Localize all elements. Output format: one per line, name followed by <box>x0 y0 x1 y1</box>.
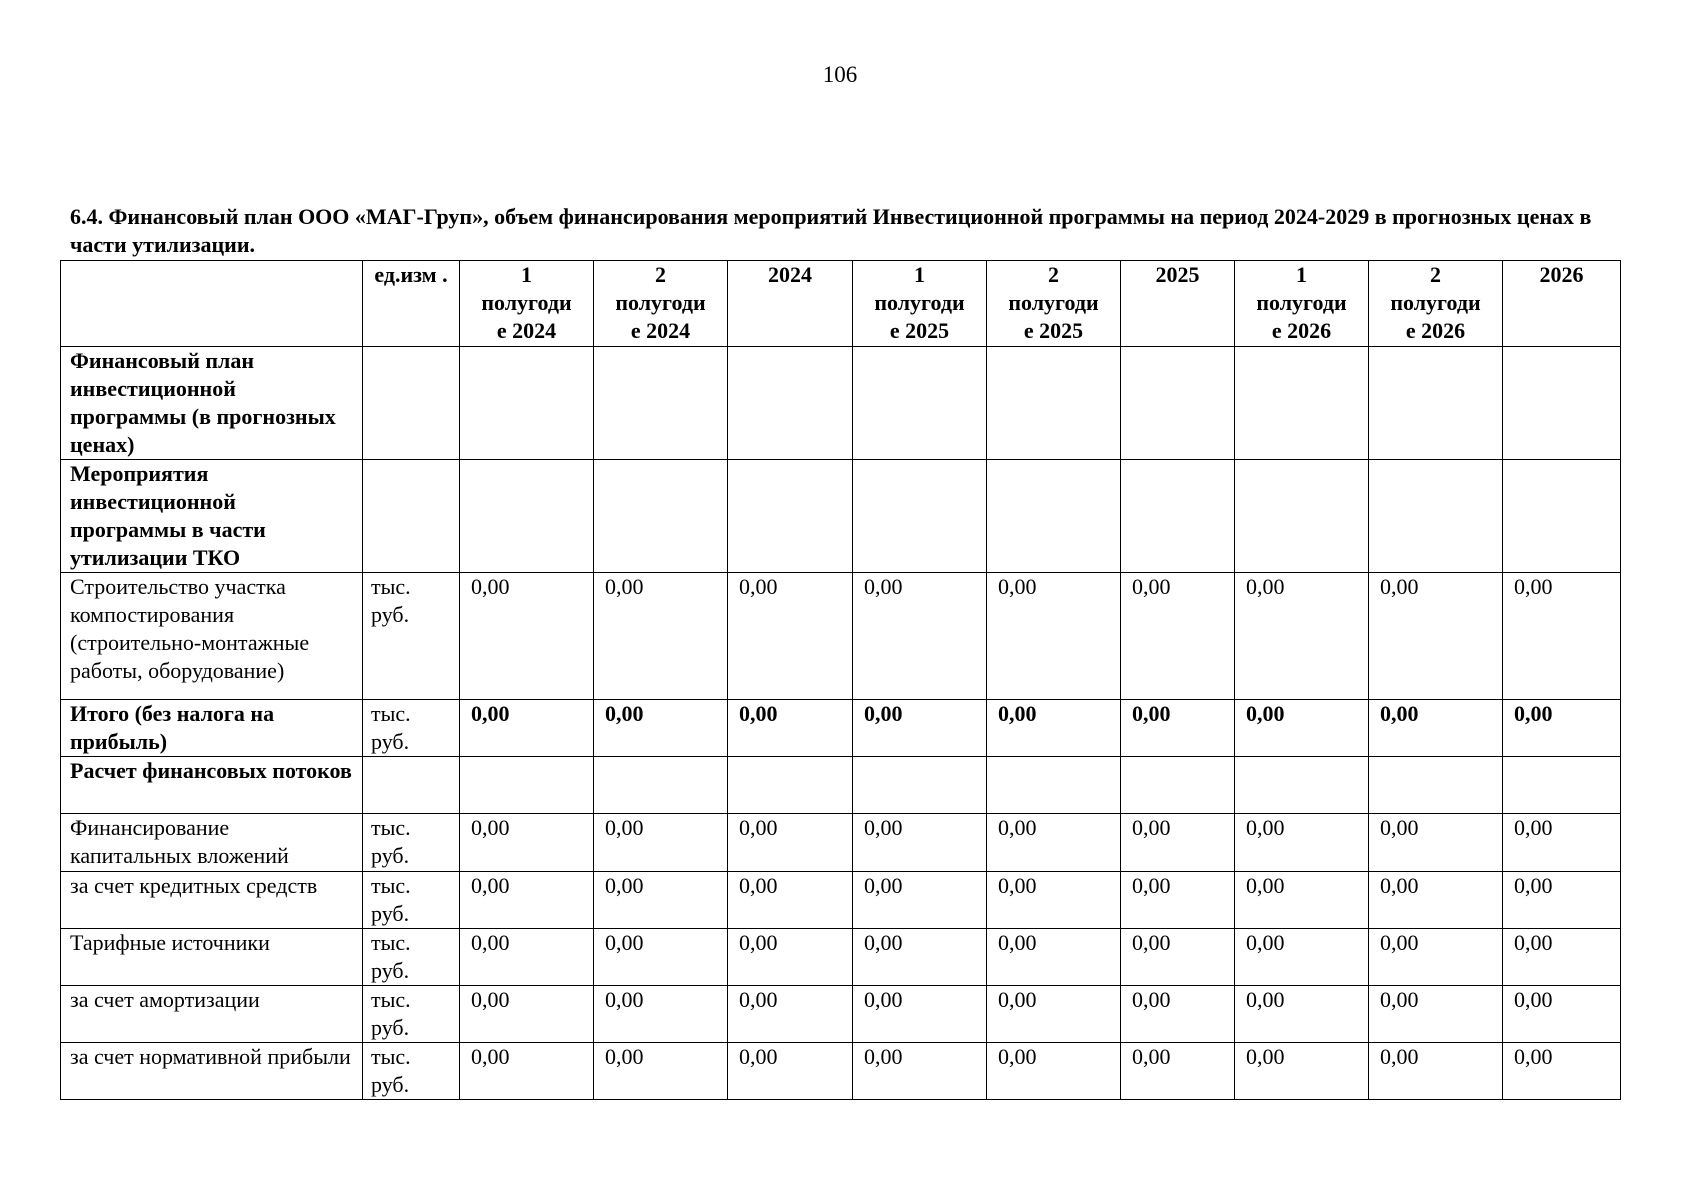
value-cell: 0,00 <box>1121 1043 1235 1100</box>
value-cell: 0,00 <box>1503 814 1621 872</box>
page-number: 106 <box>822 62 858 87</box>
value-cell <box>853 757 987 814</box>
row-label: Строительство участка компостирования (строительно-монтажные работы, оборудование) <box>61 573 363 700</box>
value-cell <box>594 460 728 573</box>
value-cell: 0,00 <box>853 872 987 929</box>
value-cell: 0,00 <box>853 814 987 872</box>
row-label: Финансирование капитальных вложений <box>61 814 363 872</box>
row-label: Итого (без налога на прибыль) <box>61 700 363 757</box>
header-period-line: полугоди <box>615 290 706 315</box>
value-cell: 0,00 <box>1235 929 1369 986</box>
value-cell: 0,00 <box>728 872 853 929</box>
value-cell: 0,00 <box>728 986 853 1043</box>
header-period-line: полугоди <box>1008 290 1099 315</box>
header-period-line: е 2026 <box>1271 318 1332 343</box>
value-cell <box>1503 347 1621 460</box>
header-period-line: 2 <box>1048 262 1059 287</box>
value-cell <box>987 347 1121 460</box>
value-cell: 0,00 <box>460 814 594 872</box>
value-cell: 0,00 <box>1121 986 1235 1043</box>
header-period-line: 1 <box>521 262 532 287</box>
value-cell <box>853 347 987 460</box>
value-cell: 0,00 <box>460 929 594 986</box>
value-cell: 0,00 <box>1235 814 1369 872</box>
value-cell <box>1369 757 1503 814</box>
value-cell: 0,00 <box>987 986 1121 1043</box>
value-cell: 0,00 <box>1235 573 1369 700</box>
row-label: за счет амортизации <box>61 986 363 1043</box>
value-cell: 0,00 <box>460 1043 594 1100</box>
value-cell <box>1503 757 1621 814</box>
header-period-line: полугоди <box>1390 290 1481 315</box>
table-row <box>61 814 1621 872</box>
value-cell: 0,00 <box>1121 814 1235 872</box>
value-cell: 0,00 <box>728 573 853 700</box>
row-label: Расчет финансовых потоков <box>61 757 363 814</box>
value-cell <box>594 757 728 814</box>
value-cell: 0,00 <box>728 700 853 757</box>
value-cell: 0,00 <box>853 929 987 986</box>
value-cell: 0,00 <box>1369 929 1503 986</box>
table-row <box>61 573 1621 700</box>
header-period-cell <box>460 261 594 347</box>
value-cell: 0,00 <box>1503 872 1621 929</box>
value-cell: 0,00 <box>594 573 728 700</box>
value-cell <box>728 460 853 573</box>
value-cell: 0,00 <box>1121 929 1235 986</box>
value-cell: 0,00 <box>594 872 728 929</box>
value-cell: 0,00 <box>987 872 1121 929</box>
header-period-cell <box>1121 261 1235 347</box>
value-cell <box>987 757 1121 814</box>
row-unit: тыс. руб. <box>363 700 460 757</box>
row-unit: тыс. руб. <box>363 986 460 1043</box>
value-cell <box>460 460 594 573</box>
value-cell <box>1235 757 1369 814</box>
header-period-line: 2 <box>655 262 666 287</box>
value-cell <box>853 460 987 573</box>
value-cell: 0,00 <box>1369 814 1503 872</box>
value-cell: 0,00 <box>728 929 853 986</box>
table-row <box>61 986 1621 1043</box>
header-period-cell <box>1369 261 1503 347</box>
section-title: 6.4. Финансовый план ООО «МАГ-Груп», объем финансирования мероприятий Инвестиционной программы на период 2024-2029 в прогнозных ценах в части утилизации. <box>70 204 1592 257</box>
header-period-line: е 2026 <box>1405 318 1466 343</box>
value-cell <box>460 757 594 814</box>
header-label-cell <box>61 261 363 347</box>
header-period-line: полугоди <box>1256 290 1347 315</box>
value-cell: 0,00 <box>1503 986 1621 1043</box>
table-row <box>61 929 1621 986</box>
row-label: Финансовый план инвестиционной программы (в прогнозных ценах) <box>61 347 363 460</box>
row-label: Мероприятия инвестиционной программы в части утилизации ТКО <box>61 460 363 573</box>
value-cell: 0,00 <box>987 700 1121 757</box>
table-row <box>61 1043 1621 1100</box>
header-period-line: е 2024 <box>496 318 557 343</box>
value-cell <box>594 347 728 460</box>
value-cell <box>1121 460 1235 573</box>
value-cell: 0,00 <box>594 929 728 986</box>
header-period-line: е 2025 <box>1023 318 1084 343</box>
value-cell: 0,00 <box>728 814 853 872</box>
value-cell: 0,00 <box>1369 573 1503 700</box>
row-unit: тыс. руб. <box>363 872 460 929</box>
value-cell: 0,00 <box>728 1043 853 1100</box>
row-label: за счет нормативной прибыли <box>61 1043 363 1100</box>
value-cell <box>1369 347 1503 460</box>
header-period-cell <box>594 261 728 347</box>
value-cell: 0,00 <box>1121 700 1235 757</box>
value-cell: 0,00 <box>460 700 594 757</box>
value-cell: 0,00 <box>1369 1043 1503 1100</box>
header-period-line: 1 <box>914 262 925 287</box>
row-unit: тыс. руб. <box>363 573 460 700</box>
row-unit: тыс. руб. <box>363 929 460 986</box>
value-cell <box>728 757 853 814</box>
value-cell: 0,00 <box>594 700 728 757</box>
value-cell: 0,00 <box>460 986 594 1043</box>
value-cell: 0,00 <box>987 1043 1121 1100</box>
value-cell: 0,00 <box>1369 872 1503 929</box>
value-cell: 0,00 <box>853 573 987 700</box>
value-cell <box>1121 347 1235 460</box>
value-cell: 0,00 <box>460 573 594 700</box>
header-period-line: 2024 <box>768 262 812 287</box>
value-cell: 0,00 <box>1503 929 1621 986</box>
header-period-line: е 2024 <box>630 318 691 343</box>
header-period-line: полугоди <box>874 290 965 315</box>
value-cell: 0,00 <box>1503 700 1621 757</box>
value-cell: 0,00 <box>1369 986 1503 1043</box>
header-unit-cell: ед.изм . <box>363 261 460 347</box>
header-period-line: е 2025 <box>889 318 950 343</box>
value-cell: 0,00 <box>1235 872 1369 929</box>
value-cell: 0,00 <box>1235 986 1369 1043</box>
value-cell <box>1235 460 1369 573</box>
table-row-total <box>61 700 1621 757</box>
header-period-cell <box>987 261 1121 347</box>
value-cell: 0,00 <box>987 814 1121 872</box>
header-period-line: 1 <box>1296 262 1307 287</box>
table-header-row <box>61 261 1621 347</box>
value-cell <box>1121 757 1235 814</box>
value-cell: 0,00 <box>853 1043 987 1100</box>
value-cell: 0,00 <box>460 872 594 929</box>
value-cell: 0,00 <box>1503 1043 1621 1100</box>
row-label: за счет кредитных средств <box>61 872 363 929</box>
value-cell: 0,00 <box>1121 573 1235 700</box>
header-period-line: полугоди <box>481 290 572 315</box>
row-unit: тыс. руб. <box>363 814 460 872</box>
financial-plan-table <box>60 260 1621 1100</box>
value-cell: 0,00 <box>853 986 987 1043</box>
table-row <box>61 347 1621 460</box>
value-cell: 0,00 <box>1369 700 1503 757</box>
value-cell <box>1235 347 1369 460</box>
header-period-cell <box>853 261 987 347</box>
value-cell: 0,00 <box>987 573 1121 700</box>
header-period-line: 2025 <box>1155 262 1200 287</box>
header-period-cell <box>728 261 853 347</box>
value-cell <box>987 460 1121 573</box>
header-period-line: 2 <box>1430 262 1441 287</box>
value-cell: 0,00 <box>1503 573 1621 700</box>
value-cell: 0,00 <box>987 929 1121 986</box>
header-period-cell <box>1235 261 1369 347</box>
row-unit <box>363 757 460 814</box>
value-cell: 0,00 <box>1235 1043 1369 1100</box>
row-unit: тыс. руб. <box>363 1043 460 1100</box>
table-row <box>61 872 1621 929</box>
table-row <box>61 757 1621 814</box>
row-label: Тарифные источники <box>61 929 363 986</box>
row-unit <box>363 460 460 573</box>
value-cell <box>1503 460 1621 573</box>
value-cell <box>460 347 594 460</box>
value-cell <box>1369 460 1503 573</box>
value-cell: 0,00 <box>594 814 728 872</box>
row-unit <box>363 347 460 460</box>
value-cell: 0,00 <box>594 1043 728 1100</box>
value-cell: 0,00 <box>853 700 987 757</box>
value-cell: 0,00 <box>1235 700 1369 757</box>
header-period-cell <box>1503 261 1621 347</box>
table-row <box>61 460 1621 573</box>
value-cell: 0,00 <box>594 986 728 1043</box>
value-cell <box>728 347 853 460</box>
header-period-line: 2026 <box>1539 262 1584 287</box>
value-cell: 0,00 <box>1121 872 1235 929</box>
